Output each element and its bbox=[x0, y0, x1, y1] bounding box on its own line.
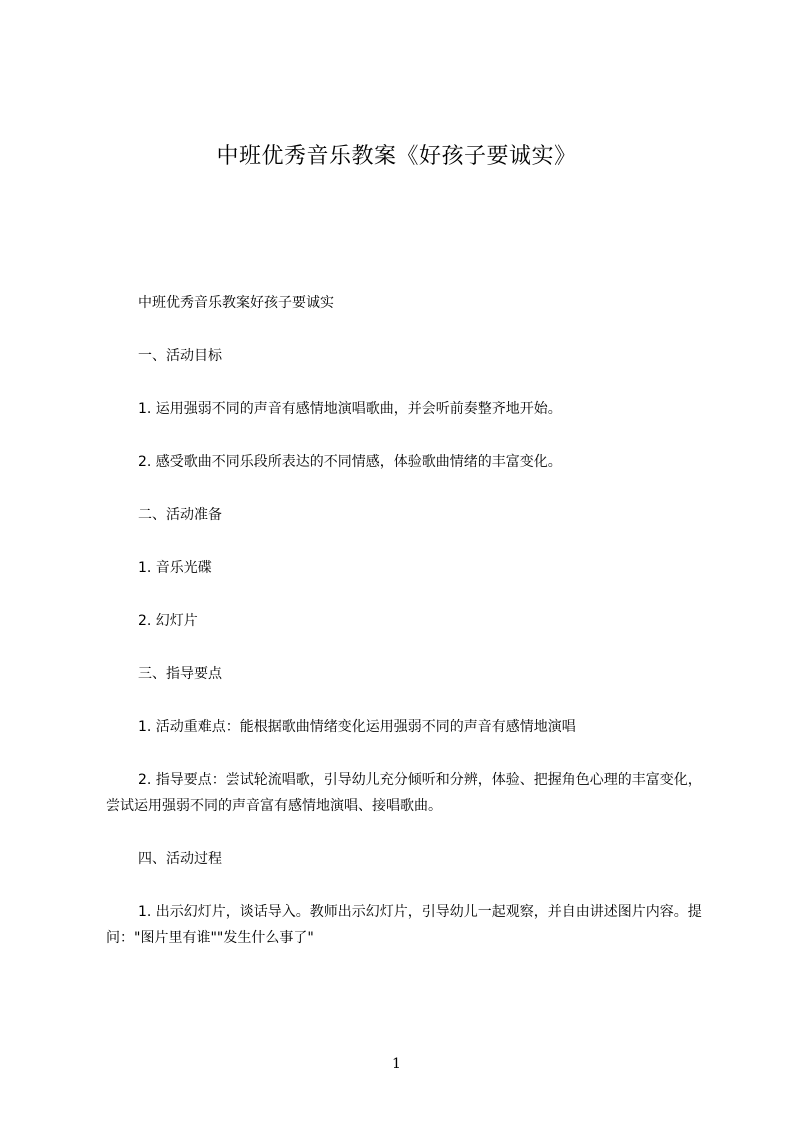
section-heading-goals: 一、活动目标 bbox=[138, 348, 222, 364]
goal-item-1: 1. 运用强弱不同的声音有感情地演唱歌曲，并会听前奏整齐地开始。 bbox=[138, 401, 562, 417]
preparation-item-1: 1. 音乐光碟 bbox=[138, 560, 212, 576]
guidance-item-1: 1. 活动重难点：能根据歌曲情绪变化运用强弱不同的声音有感情地演唱 bbox=[138, 719, 576, 735]
guidance-item-2: 2. 指导要点：尝试轮流唱歌，引导幼儿充分倾听和分辨，体验、把握角色心理的丰富变化，尝试运用强弱不同的声音富有感情地演唱、接唱歌曲。 bbox=[106, 772, 702, 814]
section-heading-preparation: 二、活动准备 bbox=[138, 507, 222, 523]
section-heading-guidance: 三、指导要点 bbox=[138, 666, 222, 682]
goal-item-2: 2. 感受歌曲不同乐段所表达的不同情感，体验歌曲情绪的丰富变化。 bbox=[138, 454, 562, 470]
subtitle-paragraph: 中班优秀音乐教案好孩子要诚实 bbox=[138, 295, 334, 311]
page-number: 1 bbox=[392, 1056, 401, 1072]
process-item-1: 1. 出示幻灯片，谈话导入。教师出示幻灯片，引导幼儿一起观察，并自由讲述图片内容。提问："图片里有谁""发生什么事了" bbox=[106, 904, 702, 946]
preparation-item-2: 2. 幻灯片 bbox=[138, 613, 198, 629]
section-heading-process: 四、活动过程 bbox=[138, 851, 222, 867]
document-title: 中班优秀音乐教案《好孩子要诚实》 bbox=[216, 144, 577, 169]
document-body bbox=[106, 290, 704, 978]
